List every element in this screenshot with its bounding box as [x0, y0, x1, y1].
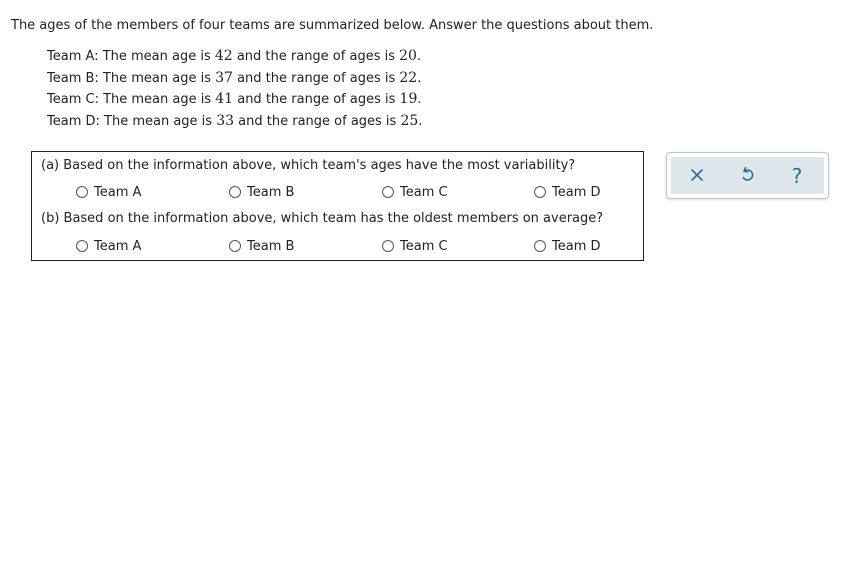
help-icon: ? [791, 163, 803, 188]
team-summary-prefix: Team C: The mean age is [47, 92, 216, 107]
option-label: Team D [552, 184, 601, 200]
question-a-label: (a) Based on the information above, which team's ages have the most variability? [41, 158, 576, 173]
radio-button[interactable] [534, 240, 546, 252]
option-label: Team C [400, 184, 448, 200]
help-button[interactable] [777, 157, 817, 194]
question-b-option-team-b[interactable] [229, 236, 294, 256]
team-summary-b [47, 68, 422, 90]
intro-text: The ages of the members of four teams are summarized below. Answer the questions about them. [11, 18, 654, 33]
undo-icon [740, 166, 754, 186]
question-box [31, 151, 644, 261]
team-summary-c [47, 89, 422, 111]
radio-button[interactable] [382, 240, 394, 252]
answer-tools-panel [666, 152, 829, 199]
age-range-value: 19 [399, 91, 418, 107]
answer-tools-bar [671, 157, 824, 194]
age-range-value: 22 [399, 69, 418, 86]
radio-button[interactable] [229, 186, 241, 198]
question-a-option-team-b[interactable] [229, 182, 294, 202]
question-a-option-team-a[interactable] [76, 182, 141, 202]
team-summary-d [47, 111, 422, 133]
mean-age-value: 33 [216, 112, 235, 129]
undo-button[interactable] [727, 157, 767, 194]
team-summary-prefix: Team B: The mean age is [47, 70, 216, 86]
option-label: Team C [400, 238, 448, 254]
option-label: Team A [94, 184, 142, 200]
option-label: Team B [247, 184, 295, 200]
question-b-option-team-c[interactable] [382, 236, 448, 256]
question-b-option-team-a[interactable] [76, 236, 141, 256]
close-icon [691, 166, 703, 185]
team-summary-middle: and the range of ages is [232, 70, 400, 86]
option-label: Team B [247, 238, 295, 254]
mean-age-value: 41 [215, 91, 234, 107]
radio-button[interactable] [229, 240, 241, 252]
question-a-option-team-c[interactable] [382, 182, 448, 202]
clear-answer-button[interactable] [677, 157, 717, 194]
mean-age-value: 37 [215, 69, 233, 86]
team-summary-a [47, 46, 422, 68]
question-b-option-team-d[interactable] [534, 236, 601, 256]
question-a-options [32, 182, 643, 202]
mean-age-value: 42 [214, 48, 233, 64]
radio-button[interactable] [382, 186, 394, 198]
question-b-options [32, 236, 643, 256]
question-a-option-team-d[interactable] [534, 182, 601, 202]
team-summary-middle: and the range of ages is [232, 49, 400, 64]
team-summary-middle: and the range of ages is [233, 92, 400, 107]
team-summary-suffix: . [417, 70, 422, 86]
team-summary-prefix: Team D: The mean age is [47, 113, 217, 129]
age-range-value: 25 [400, 112, 419, 129]
team-summary-suffix: . [416, 49, 422, 64]
team-summary-suffix: . [418, 113, 423, 129]
team-summary-prefix: Team A: The mean age is [47, 49, 215, 64]
radio-button[interactable] [534, 186, 546, 198]
age-range-value: 20 [399, 48, 417, 64]
radio-button[interactable] [76, 240, 88, 252]
option-label: Team A [94, 238, 142, 254]
question-b-label: (b) Based on the information above, which team has the oldest members on average? [41, 211, 604, 226]
team-summary-middle: and the range of ages is [234, 113, 401, 129]
team-summary-suffix: . [417, 92, 422, 107]
option-label: Team D [552, 238, 601, 254]
team-summary-list [47, 46, 422, 132]
radio-button[interactable] [76, 186, 88, 198]
